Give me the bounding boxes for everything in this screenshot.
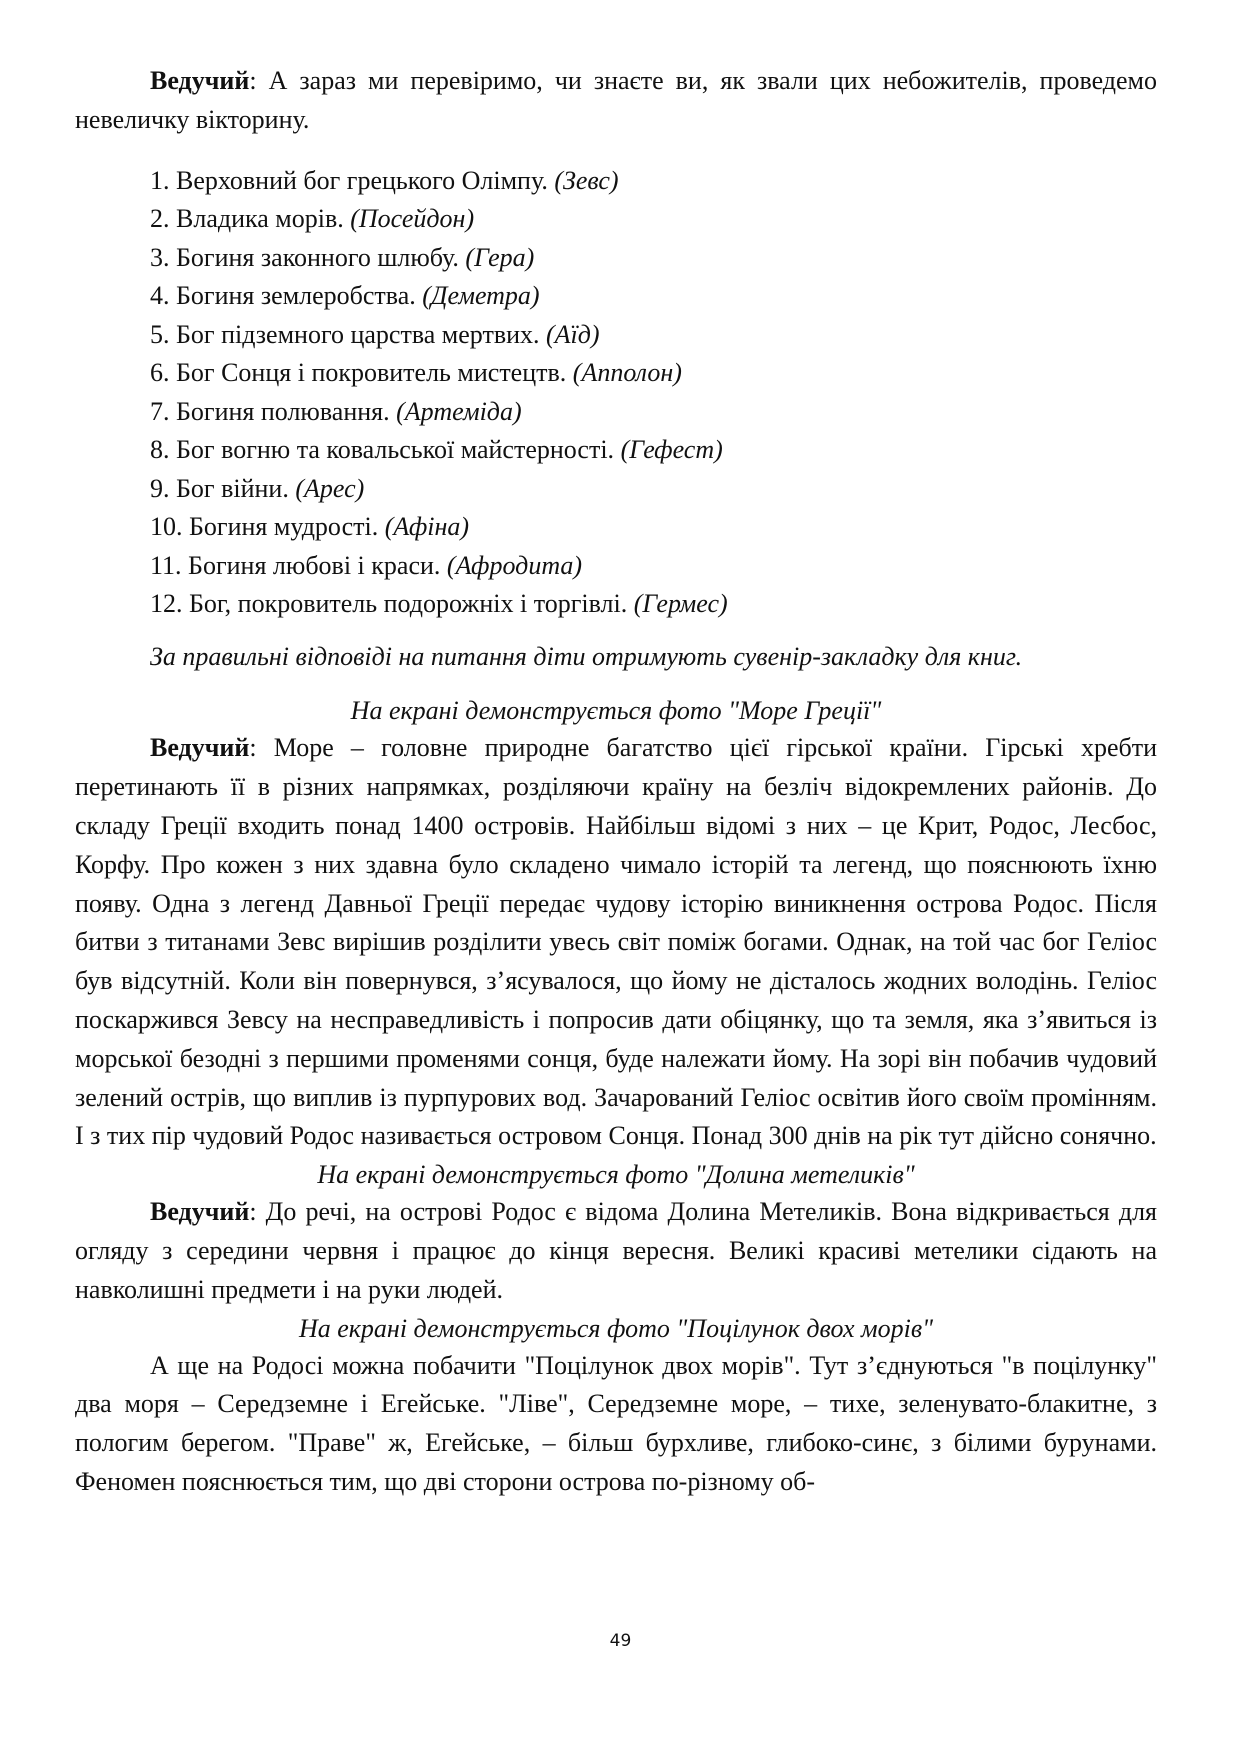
- quiz-item: [150, 200, 1157, 239]
- stage-direction: На екрані демонструється фото "Поцілунок двох морів": [298, 1313, 934, 1343]
- body-paragraph: [75, 729, 1157, 1156]
- quiz-item: [150, 277, 1157, 316]
- quiz-question: 7. Богиня полювання.: [150, 396, 397, 426]
- quiz-answer: (Гефест): [620, 435, 723, 465]
- quiz-question: 3. Богиня законного шлюбу.: [150, 242, 466, 272]
- quiz-answer: (Артеміда): [396, 396, 522, 426]
- quiz-answer: (Апполон): [572, 358, 682, 388]
- quiz-question: 10. Богиня мудрості.: [150, 512, 385, 542]
- quiz-item: [150, 585, 1157, 624]
- stage-direction: На екрані демонструється фото "Долина метеликів": [317, 1160, 915, 1190]
- quiz-answer: (Зевс): [554, 165, 619, 195]
- quiz-item: [150, 239, 1157, 278]
- document-page: [75, 62, 1157, 1502]
- quiz-question: 1. Верховний бог грецького Олімпу.: [150, 165, 555, 195]
- quiz-question: 2. Владика морів.: [150, 204, 351, 234]
- speaker-label: Ведучий: [150, 733, 250, 763]
- quiz-answer: (Афіна): [384, 512, 470, 542]
- quiz-item: [150, 470, 1157, 509]
- quiz-question: 9. Бог війни.: [150, 473, 296, 503]
- page-number: 49: [609, 1631, 632, 1651]
- speaker-label: Ведучий: [150, 1197, 250, 1227]
- quiz-answer: (Деметра): [422, 281, 540, 311]
- quiz-question: 8. Бог вогню та ковальської майстерності.: [150, 435, 621, 465]
- intro-text: : А зараз ми перевіримо, чи знаєте ви, як звали цих небожителів, проведемо невеличку вікторину.: [75, 66, 1157, 134]
- body-paragraph: [75, 1193, 1157, 1309]
- quiz-list: [75, 162, 1157, 624]
- quiz-answer: (Гера): [465, 242, 535, 272]
- paragraph-text: : Море – головне природне багатство цієї гірської країни. Гірські хребти перетинають її в різних напрямках, розділяючи країну на безліч відокремлених районів. До складу Греції входить понад 1400 островів. Найбільш відомі з них – це Крит, Родос, Лесбос, Корфу. Про кожен з них здавна було складено чимало історій та легенд, що пояснюють їхню появу. Одна з легенд Давньої Греції передає чудову історію виникнення острова Родос. Після битви з титанами Зевс вирішив розділити увесь світ поміж богами. Однак, на той час бог Геліос був відсутній. Коли він повернувся, з’ясувалося, що йому не дісталось жодних володінь. Геліос поскаржився Зевсу на несправедливість і попросив дати обіцянку, що та земля, яка з’явиться із морської безодні з першими променями сонця, буде належати йому. На зорі він побачив чудовий зелений острів, що виплив із пурпурових вод. Зачарований Геліос освітив його своїм промінням. І з тих пір чудовий Родос називається островом Сонця. Понад 300 днів на рік тут дійсно сонячно.: [75, 733, 1157, 1151]
- quiz-question: 5. Бог підземного царства мертвих.: [150, 319, 547, 349]
- quiz-item: [150, 393, 1157, 432]
- body-paragraph: А ще на Родосі можна побачити "Поцілунок двох морів". Тут з’єднуються "в поцілунку" два моря – Середземне і Егейське. "Ліве", Середземне море, – тихе, зеленувато-блакитне, з пологим берегом. "Праве" ж, Егейське, – більш бурхливе, глибоко-синє, з білими бурунами. Феномен пояснюється тим, що дві сторони острова по-різному об-: [75, 1350, 1157, 1496]
- quiz-answer: (Посейдон): [350, 204, 475, 234]
- quiz-item: [150, 316, 1157, 355]
- quiz-answer: (Арес): [295, 473, 365, 503]
- quiz-item: [150, 431, 1157, 470]
- speaker-label: Ведучий: [150, 66, 250, 95]
- quiz-question: 6. Бог Сонця і покровитель мистецтв.: [150, 358, 573, 388]
- quiz-item: [150, 354, 1157, 393]
- quiz-item: [150, 162, 1157, 201]
- intro-paragraph: [75, 62, 1157, 140]
- paragraph-text: : До речі, на острові Родос є відома Долина Метеликів. Вона відкривається для огляду з середини червня і працює до кінця вересня. Великі красиві метелики сідають на навколишні предмети і на руки людей.: [75, 1197, 1157, 1304]
- stage-direction: На екрані демонструється фото "Море Греції": [350, 696, 882, 726]
- quiz-answer: (Гермес): [633, 589, 728, 619]
- prize-note: За правильні відповіді на питання діти отримують сувенір-закладку для книг.: [150, 641, 1023, 671]
- quiz-item: [150, 508, 1157, 547]
- quiz-answer: (Аїд): [546, 319, 600, 349]
- quiz-question: 11. Богиня любові і краси.: [150, 550, 447, 580]
- quiz-question: 4. Богиня землеробства.: [150, 281, 423, 311]
- quiz-answer: (Афродита): [446, 550, 583, 580]
- quiz-question: 12. Бог, покровитель подорожніх і торгівлі.: [150, 589, 634, 619]
- quiz-item: [150, 547, 1157, 586]
